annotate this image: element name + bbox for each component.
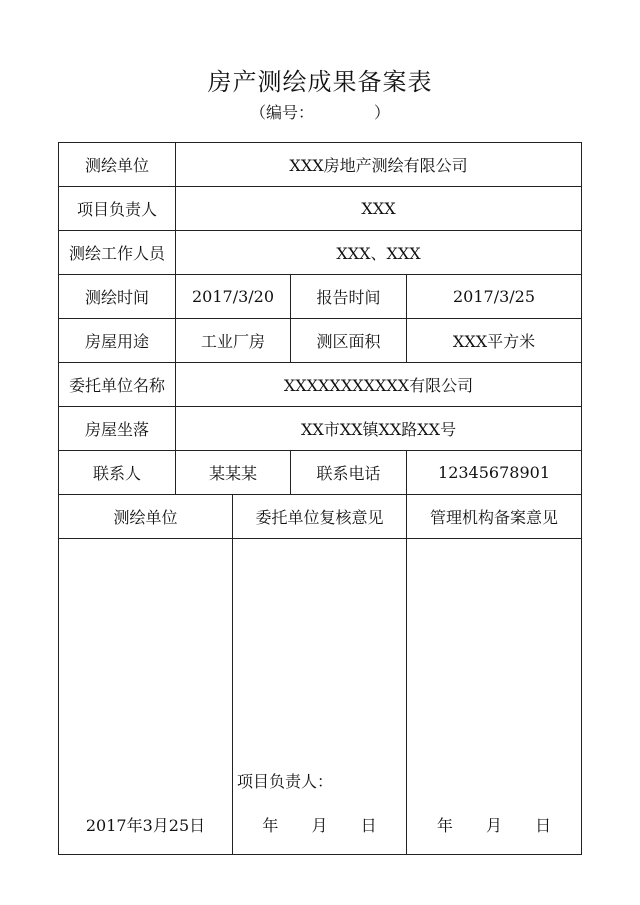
authority-filing-month: 月 [486, 816, 503, 835]
value-survey-time: 2017/3/20 [176, 275, 291, 319]
signature-survey-unit [59, 539, 233, 855]
signature-client-review [233, 539, 407, 855]
label-survey-unit: 测绘单位 [59, 143, 176, 187]
filing-form-table [58, 142, 582, 855]
label-project-leader: 项目负责人 [59, 187, 176, 231]
header-client-review: 委托单位复核意见 [233, 495, 407, 539]
authority-filing-date [407, 813, 581, 836]
row-contact [59, 451, 582, 495]
value-contact-phone: 12345678901 [407, 451, 582, 495]
row-signature-body [59, 539, 582, 855]
value-client-name: XXXXXXXXXXX有限公司 [176, 363, 582, 407]
row-signature-headers [59, 495, 582, 539]
authority-filing-day: 日 [535, 816, 552, 835]
form-title: 房产测绘成果备案表 [207, 68, 433, 96]
row-time [59, 275, 582, 319]
value-survey-staff: XXX、XXX [176, 231, 582, 275]
label-report-time: 报告时间 [291, 275, 407, 319]
value-contact-person: 某某某 [176, 451, 291, 495]
label-building-location: 房屋坐落 [59, 407, 176, 451]
row-project-leader [59, 187, 582, 231]
value-survey-area: XXX平方米 [407, 319, 582, 363]
survey-unit-date: 2017年3月25日 [85, 816, 206, 835]
header-authority-filing: 管理机构备案意见 [407, 495, 582, 539]
row-survey-unit [59, 143, 582, 187]
label-contact-phone: 联系电话 [291, 451, 407, 495]
record-number-close: ） [374, 103, 391, 122]
label-survey-time: 测绘时间 [59, 275, 176, 319]
label-survey-area: 测区面积 [291, 319, 407, 363]
client-review-date [233, 813, 406, 836]
client-review-leader-label: 项目负责人： [237, 772, 334, 791]
value-project-leader: XXX [176, 187, 582, 231]
label-contact-person: 联系人 [59, 451, 176, 495]
signature-authority-filing [407, 539, 582, 855]
record-number-label: （编号： [249, 103, 314, 122]
value-building-location: XX市XX镇XX路XX号 [176, 407, 582, 451]
row-location [59, 407, 582, 451]
record-number [0, 100, 640, 123]
header-survey-unit: 测绘单位 [59, 495, 233, 539]
row-use-area [59, 319, 582, 363]
label-building-use: 房屋用途 [59, 319, 176, 363]
client-review-month: 月 [311, 816, 328, 835]
value-building-use: 工业厂房 [176, 319, 291, 363]
client-review-year: 年 [262, 816, 279, 835]
label-survey-staff: 测绘工作人员 [59, 231, 176, 275]
value-survey-unit: XXX房地产测绘有限公司 [176, 143, 582, 187]
label-client-name: 委托单位名称 [59, 363, 176, 407]
authority-filing-year: 年 [436, 816, 453, 835]
row-client [59, 363, 582, 407]
row-survey-staff [59, 231, 582, 275]
client-review-day: 日 [360, 816, 377, 835]
value-report-time: 2017/3/25 [407, 275, 582, 319]
